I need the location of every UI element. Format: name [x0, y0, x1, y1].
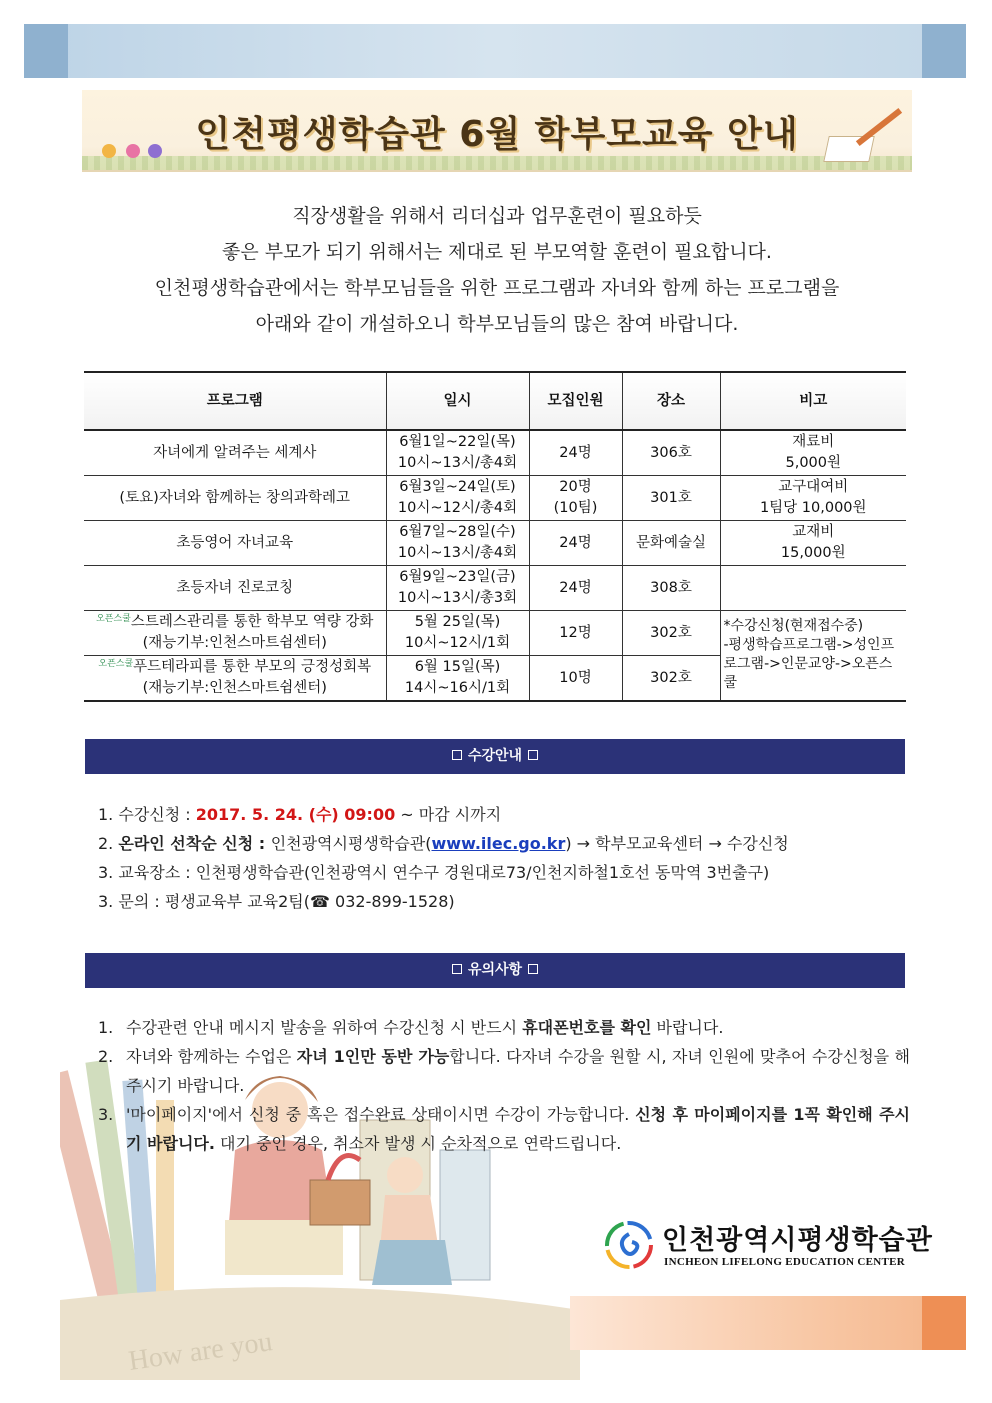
time-line: 10시~12시/1회 [404, 635, 511, 651]
note-cell [720, 430, 906, 476]
place-cell: 306호 [622, 430, 720, 476]
program-cell [84, 611, 386, 656]
item-text: 교육장소 : 인천평생학습관(인천광역시 연수구 경원대로73/인천지하철1호선 동막역 3번출구) [118, 863, 770, 882]
item-number: 2. [98, 1047, 114, 1066]
guide-list [98, 800, 918, 916]
grass-decor [82, 156, 912, 170]
time-line: 10시~13시/총4회 [397, 455, 518, 471]
date-line: 6월7일~28일(수) [399, 524, 516, 540]
phone-icon: ☎ [310, 892, 330, 911]
note-line: 쿨 [723, 675, 738, 691]
note-line: *수강신청(현재접수중) [723, 618, 864, 634]
emphasis-text: 휴대폰번호를 확인 [522, 1018, 652, 1037]
capacity-cell: 24명 [529, 430, 622, 476]
note-line: 교구대여비 [778, 479, 849, 495]
item-number: 2. [98, 834, 114, 853]
note-line: 재료비 [792, 434, 835, 450]
notes-list [98, 1013, 910, 1158]
section-title: 유의사항 [467, 962, 523, 978]
section-title: 수강안내 [467, 748, 523, 764]
date-line: 5월 25일(목) [414, 614, 501, 630]
table-row [84, 611, 906, 656]
text-segment: 수강관련 안내 메시지 발송을 위하여 수강신청 시 반드시 [126, 1018, 523, 1037]
program-cell [84, 566, 386, 611]
item-text [126, 1100, 910, 1158]
date-cell [386, 656, 529, 702]
website-link[interactable]: www.ilec.go.kr [431, 834, 566, 853]
date-line: 6월3일~24일(토) [399, 479, 516, 495]
note-line: 15,000원 [780, 545, 846, 561]
place-cell: 302호 [622, 656, 720, 702]
open-date: 2017. 5. 24. (수) 09:00 [195, 805, 396, 824]
place-cell: 문화예술실 [622, 521, 720, 566]
logo-name: 인천광역시평생학습관 [662, 1225, 933, 1256]
phone-number: 032-899-1528) [329, 892, 455, 911]
item-number: 3. [98, 1105, 114, 1124]
note-cell [720, 476, 906, 521]
capacity-cell: 24명 [529, 566, 622, 611]
text-segment: 대기 중인 경우, 취소자 발생 시 순차적으로 연락드립니다. [214, 1134, 622, 1153]
list-item [98, 1100, 910, 1158]
capacity-line: (10팀) [553, 500, 598, 516]
time-line: 10시~13시/총4회 [397, 545, 518, 561]
list-item [98, 858, 918, 887]
item-text: ~ 마감 시까지 [395, 805, 502, 824]
intro-line: 좋은 부모가 되기 위해서는 제대로 된 부모역할 훈련이 필요합니다. [222, 241, 772, 263]
item-label: 수강신청 : [118, 805, 196, 824]
item-text: ) → 학부모교육센터 → 수강신청 [565, 834, 789, 853]
list-item [98, 800, 918, 829]
program-cell [84, 521, 386, 566]
date-cell [386, 611, 529, 656]
note-line: 교재비 [792, 524, 835, 540]
time-line: 14시~16시/1회 [404, 680, 511, 696]
program-cell [84, 430, 386, 476]
place-cell: 302호 [622, 611, 720, 656]
note-cell [720, 566, 906, 611]
capacity-cell [529, 476, 622, 521]
section-header-notes [85, 953, 905, 988]
section-header-guide [85, 739, 905, 774]
logo-subtitle: INCHEON LIFELONG EDUCATION CENTER [664, 1256, 906, 1268]
date-line: 6월9일~23일(금) [399, 569, 516, 585]
merged-note-cell [720, 611, 906, 702]
program-sponsor: (재능기부:인천스마트쉼센터) [142, 635, 327, 651]
program-name: 푸드테라피를 통한 부모의 긍정성회복 [133, 659, 372, 675]
logo-swirl-icon [604, 1220, 654, 1270]
item-number: 3. [98, 892, 114, 911]
header-capacity: 모집인원 [529, 372, 622, 430]
item-label: 온라인 선착순 신청 : [118, 834, 271, 853]
item-number: 1. [98, 805, 114, 824]
program-name: 초등영어 자녀교육 [176, 534, 294, 551]
date-cell [386, 430, 529, 476]
text-segment: 합니다. 다자녀 수강을 원할 시, 자녀 인원에 맞추어 수강신청을 해 주시기 바랍니다. [126, 1047, 910, 1095]
table-row [84, 430, 906, 476]
header-program: 프로그램 [84, 372, 386, 430]
item-number: 3. [98, 863, 114, 882]
time-line: 10시~13시/총3회 [397, 590, 518, 606]
date-cell [386, 476, 529, 521]
table-row [84, 521, 906, 566]
note-line: 로그램->인문교양->오픈스 [723, 656, 893, 672]
program-name: 초등자녀 진로코칭 [176, 579, 294, 596]
capacity-cell: 12명 [529, 611, 622, 656]
capacity-cell: 10명 [529, 656, 622, 702]
intro-text [82, 198, 912, 342]
square-bullet-icon [452, 964, 462, 974]
emphasis-text: 자녀 1인만 동반 가능 [296, 1047, 450, 1066]
bottom-band-right-cap [922, 1296, 966, 1350]
bottom-decor-band [570, 1296, 966, 1350]
date-line: 6월 15일(목) [414, 659, 501, 675]
svg-text:How are you: How are you [126, 1326, 275, 1377]
table-row [84, 476, 906, 521]
note-line: 1팀당 10,000원 [759, 500, 867, 516]
top-band-right-cap [922, 24, 966, 78]
program-cell [84, 476, 386, 521]
item-text: 인천광역시평생학습관( [270, 834, 432, 853]
text-segment: '마이페이지'에서 신청 중 혹은 접수완료 상태이시면 수강이 가능합니다. [126, 1105, 636, 1124]
program-name: (토요)자녀와 함께하는 창의과학레고 [119, 489, 351, 506]
date-cell [386, 566, 529, 611]
place-cell: 308호 [622, 566, 720, 611]
item-text: 문의 : 평생교육부 교육2팀( [118, 892, 310, 911]
capacity-line: 20명 [559, 479, 592, 495]
note-line: 5,000원 [785, 455, 842, 471]
top-band-left-cap [24, 24, 68, 78]
time-line: 10시~12시/총4회 [397, 500, 518, 516]
square-bullet-icon [452, 750, 462, 760]
note-cell [720, 521, 906, 566]
center-logo [604, 1216, 933, 1276]
list-item [98, 1013, 910, 1042]
item-text [126, 1042, 910, 1100]
open-school-tag: 오픈스쿨 [98, 659, 134, 669]
header-date: 일시 [386, 372, 529, 430]
page-title: 인천평생학습관 6월 학부모교육 안내 [195, 114, 799, 155]
text-segment: 바랍니다. [651, 1018, 724, 1037]
intro-line: 인천평생학습관에서는 학부모님들을 위한 프로그램과 자녀와 함께 하는 프로그램을 [154, 277, 840, 299]
item-text [126, 1013, 910, 1042]
capacity-cell: 24명 [529, 521, 622, 566]
list-item [98, 1042, 910, 1100]
top-decor-band [24, 24, 966, 78]
date-line: 6월1일~22일(목) [399, 434, 516, 450]
header-note: 비고 [720, 372, 906, 430]
item-number: 1. [98, 1018, 114, 1037]
table-header-row [84, 372, 906, 430]
header-place: 장소 [622, 372, 720, 430]
square-bullet-icon [528, 750, 538, 760]
note-line: -평생학습프로그램->성인프 [723, 637, 895, 653]
program-sponsor: (재능기부:인천스마트쉼센터) [142, 680, 327, 696]
intro-line: 아래와 같이 개설하오니 학부모님들의 많은 참여 바랍니다. [255, 313, 739, 335]
list-item [98, 887, 918, 916]
text-segment: 자녀와 함께하는 수업은 [126, 1047, 297, 1066]
square-bullet-icon [528, 964, 538, 974]
date-cell [386, 521, 529, 566]
intro-line: 직장생활을 위해서 리더십과 업무훈련이 필요하듯 [292, 205, 702, 227]
open-school-tag: 오픈스쿨 [96, 614, 131, 624]
program-table [84, 371, 906, 702]
program-cell [84, 656, 386, 702]
program-name: 스트레스관리를 통한 학부모 역량 강화 [130, 614, 374, 630]
list-item [98, 829, 918, 858]
emphasis-text: 신청 후 마이페이지를 1꼭 확인해 주시기 바랍니다. [126, 1105, 911, 1153]
title-banner [82, 90, 912, 172]
place-cell: 301호 [622, 476, 720, 521]
table-row [84, 566, 906, 611]
program-name: 자녀에게 알려주는 세계사 [153, 444, 317, 461]
